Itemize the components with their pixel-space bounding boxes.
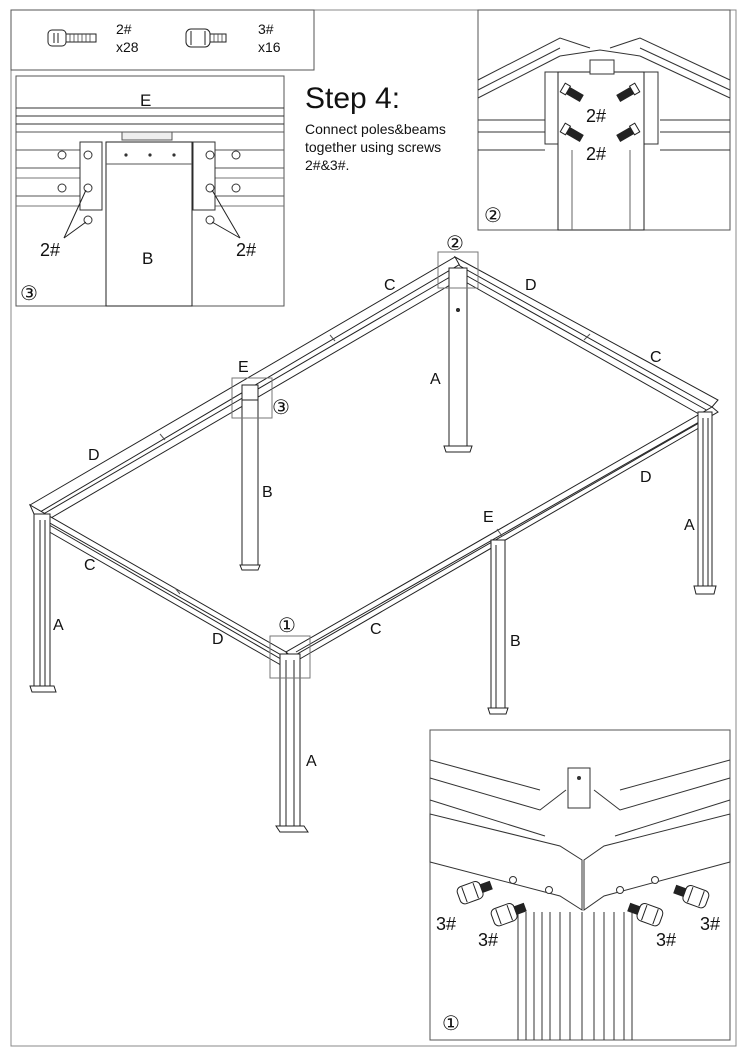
step-description-line-1: Connect poles&beams bbox=[305, 121, 446, 137]
detail-1-number: ① bbox=[442, 1013, 460, 1035]
parts-box bbox=[11, 10, 314, 70]
step-description-line-3: 2#&3#. bbox=[305, 157, 350, 173]
callout-1-number: ① bbox=[278, 615, 296, 637]
post-A-front bbox=[276, 654, 308, 832]
post-A-right bbox=[694, 412, 716, 594]
detail-1-panel bbox=[430, 730, 730, 1040]
detail-1-screw-label-4: 3# bbox=[700, 914, 721, 934]
detail-1-screw-label-1: 3# bbox=[436, 914, 457, 934]
post-B-back bbox=[240, 385, 260, 570]
label-D-left: D bbox=[88, 447, 100, 464]
label-A-left: A bbox=[53, 617, 64, 634]
step-title: Step 4: bbox=[305, 82, 401, 115]
step-description-line-2: together using screws bbox=[305, 139, 442, 155]
label-C-front: C bbox=[370, 621, 382, 638]
standoff-nut-icon bbox=[186, 29, 226, 47]
detail-2-screw-label-lower: 2# bbox=[586, 144, 607, 164]
detail-3-panel bbox=[16, 76, 284, 306]
part-2-qty: x28 bbox=[116, 39, 139, 55]
part-2-id: 2# bbox=[116, 21, 132, 37]
label-C-left: C bbox=[84, 557, 96, 574]
label-B-front: B bbox=[510, 633, 521, 650]
label-E-back: E bbox=[238, 359, 249, 376]
post-A-back bbox=[444, 268, 472, 452]
label-E-front: E bbox=[483, 509, 494, 526]
detail-2-number: ② bbox=[484, 205, 502, 227]
part-3-qty: x16 bbox=[258, 39, 281, 55]
detail-3-screw-label-right: 2# bbox=[236, 240, 257, 260]
machine-screw-icon bbox=[48, 30, 96, 46]
detail-1-screw-label-2: 3# bbox=[478, 930, 499, 950]
label-A-front: A bbox=[306, 753, 317, 770]
post-B-front bbox=[488, 540, 508, 714]
detail-2-panel bbox=[478, 10, 730, 230]
label-B-back: B bbox=[262, 484, 273, 501]
label-D-front-right: D bbox=[640, 469, 652, 486]
post-A-left bbox=[30, 514, 56, 692]
detail-3-label-B: B bbox=[142, 249, 154, 268]
label-C-right: C bbox=[650, 349, 662, 366]
label-C-back-left: C bbox=[384, 277, 396, 294]
detail-3-number: ③ bbox=[20, 283, 38, 305]
callout-2-number: ② bbox=[446, 233, 464, 255]
label-A-right: A bbox=[684, 517, 695, 534]
detail-2-screw-label-upper: 2# bbox=[586, 106, 607, 126]
detail-3-screw-label-left: 2# bbox=[40, 240, 61, 260]
part-3-id: 3# bbox=[258, 21, 274, 37]
detail-3-label-E: E bbox=[140, 91, 152, 110]
detail-1-screw-label-3: 3# bbox=[656, 930, 677, 950]
label-D-front-left: D bbox=[212, 631, 224, 648]
callout-3-number: ③ bbox=[272, 397, 290, 419]
label-A-back: A bbox=[430, 371, 441, 388]
step-description bbox=[305, 120, 475, 174]
label-D-back-right: D bbox=[525, 277, 537, 294]
